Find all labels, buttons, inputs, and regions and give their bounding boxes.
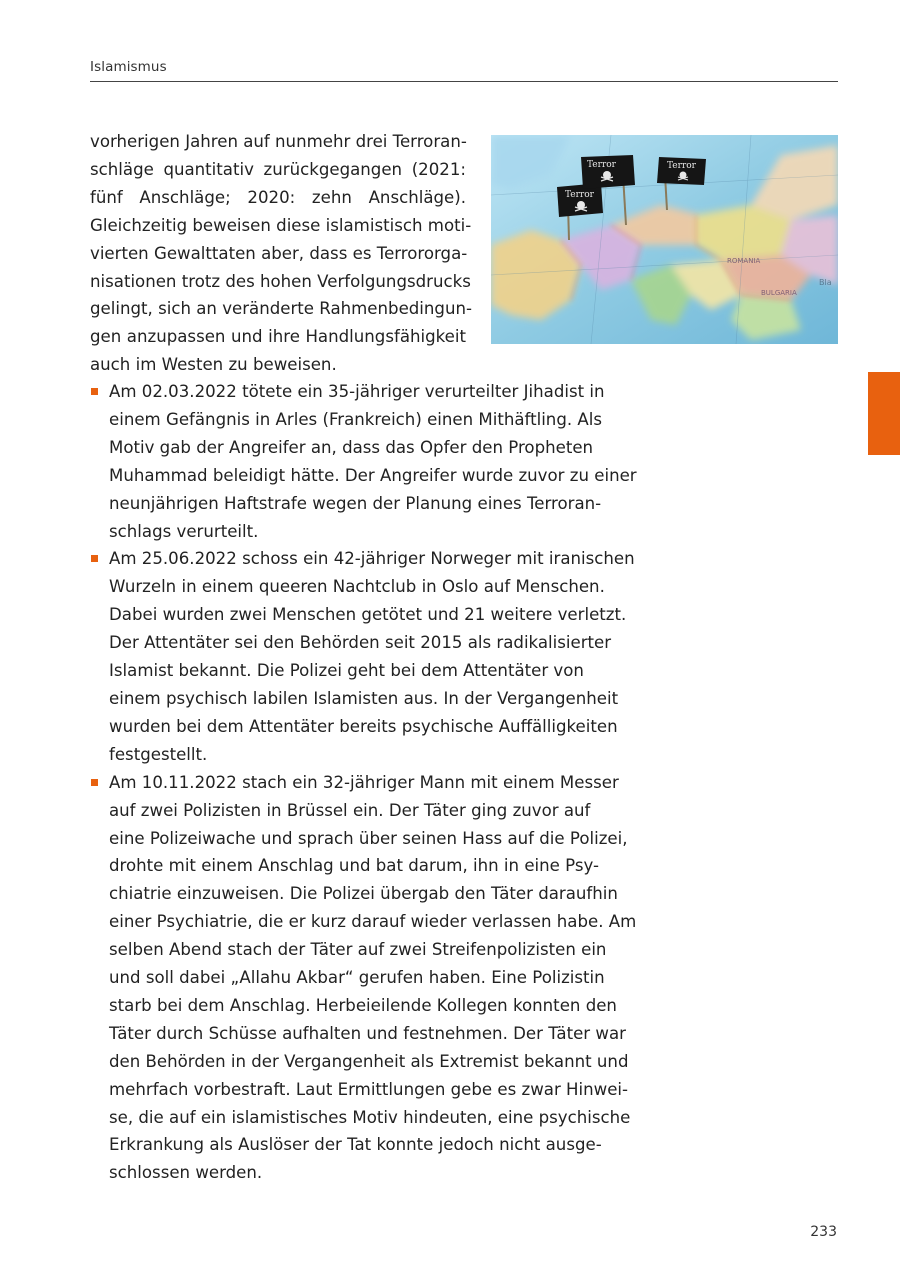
intro-line: schläge quantitativ zurückgegangen (2021: — [90, 159, 466, 179]
list-item-line: Wurzeln in einem queeren Nachtclub in Oslo auf Menschen. — [109, 577, 605, 597]
list-item-line: einem Gefängnis in Arles (Frankreich) einen Mithäftling. Als — [109, 409, 603, 429]
list-item-line: Am 10.11.2022 stach ein 32-jähriger Mann mit einem Messer — [109, 772, 619, 792]
bullet-square-icon — [91, 388, 98, 395]
list-item-line: wurden bei dem Attentäter bereits psychische Auffälligkeiten — [109, 716, 618, 736]
list-item-line: schlags verurteilt. — [109, 521, 259, 541]
terror-flags-map-photo — [491, 135, 838, 344]
intro-line: gelingt, sich an veränderte Rahmenbedingun- — [90, 299, 472, 319]
list-item-line: se, die auf ein islamistisches Motiv hindeuten, eine psychische — [109, 1107, 631, 1127]
list-item-line: einem psychisch labilen Islamisten aus. In der Vergangenheit — [109, 688, 619, 708]
list-item-line: mehrfach vorbestraft. Laut Ermittlungen gebe es zwar Hinwei- — [109, 1079, 629, 1099]
flag-label: Terror — [565, 190, 594, 200]
page-number: 233 — [810, 1224, 837, 1240]
intro-line: vorherigen Jahren auf nunmehr drei Terroran- — [90, 132, 467, 151]
map-label-sea: Bla — [819, 278, 832, 287]
flag-label: Terror — [667, 161, 696, 171]
list-item-line: Motiv gab der Angreifer an, dass das Opfer den Propheten — [109, 437, 594, 457]
list-item-line: drohte mit einem Anschlag und bat darum, ihn in eine Psy- — [109, 856, 600, 876]
list-item-line: auf zwei Polizisten in Brüssel ein. Der Täter ging zuvor auf — [109, 800, 591, 820]
list-item-line: Muhammad beleidigt hätte. Der Angreifer wurde zuvor zu einer — [109, 465, 637, 485]
list-item-line: und soll dabei „Allahu Akbar“ gerufen haben. Eine Polizistin — [109, 968, 605, 988]
list-item-line: Der Attentäter sei den Behörden seit 2015 als radikalisierter — [109, 633, 612, 653]
intro-line: vierten Gewalttaten aber, dass es Terrororga- — [90, 243, 468, 263]
list-item-line: neunjährigen Haftstrafe wegen der Planung eines Terroran- — [109, 493, 602, 513]
intro-paragraph — [90, 128, 472, 379]
incident-list — [90, 378, 650, 1187]
intro-line: gen anzupassen und ihre Handlungsfähigkeit — [90, 327, 466, 347]
list-item-line: den Behörden in der Vergangenheit als Extremist bekannt und — [109, 1051, 629, 1071]
list-item-line: Am 25.06.2022 schoss ein 42-jähriger Norweger mit iranischen — [109, 549, 635, 569]
list-item — [90, 545, 650, 768]
running-header: Islamismus — [90, 59, 167, 75]
chapter-side-tab — [868, 372, 900, 455]
list-item-line: Erkrankung als Auslöser der Tat konnte jedoch nicht ausge- — [109, 1135, 602, 1155]
list-item-line: einer Psychiatrie, die er kurz darauf wieder verlassen habe. Am — [109, 912, 637, 932]
list-item-line: Am 02.03.2022 tötete ein 35-jähriger verurteilter Jihadist in — [109, 382, 605, 401]
list-item-line: chiatrie einzuweisen. Die Polizei übergab den Täter daraufhin — [109, 884, 618, 904]
header-divider — [90, 81, 838, 82]
list-item-line: starb bei dem Anschlag. Herbeieilende Kollegen konnten den — [109, 995, 617, 1015]
intro-line: auch im Westen zu beweisen. — [90, 355, 337, 375]
list-item-line: eine Polizeiwache und sprach über seinen Hass auf die Polizei, — [109, 828, 628, 848]
list-item-line: Dabei wurden zwei Menschen getötet und 21 weitere verletzt. — [109, 605, 627, 625]
list-item — [90, 769, 650, 1188]
bullet-square-icon — [91, 555, 98, 562]
flag-label: Terror — [587, 160, 616, 170]
list-item-line: selben Abend stach der Täter auf zwei Streifenpolizisten ein — [109, 940, 607, 960]
intro-line: fünf Anschläge; 2020: zehn Anschläge). — [90, 187, 466, 207]
list-item-line: festgestellt. — [109, 744, 208, 764]
intro-line: nisationen trotz des hohen Verfolgungsdrucks — [90, 271, 471, 291]
bullet-square-icon — [91, 779, 98, 786]
map-label-romania: ROMANIA — [727, 257, 761, 265]
map-label-bulgaria: BULGARIA — [761, 289, 797, 297]
intro-line: Gleichzeitig beweisen diese islamistisch moti- — [90, 215, 472, 235]
list-item — [90, 378, 650, 545]
list-item-line: Täter durch Schüsse aufhalten und festnehmen. Der Täter war — [109, 1023, 626, 1043]
list-item-line: schlossen werden. — [109, 1163, 263, 1183]
list-item-line: Islamist bekannt. Die Polizei geht bei dem Attentäter von — [109, 661, 584, 681]
